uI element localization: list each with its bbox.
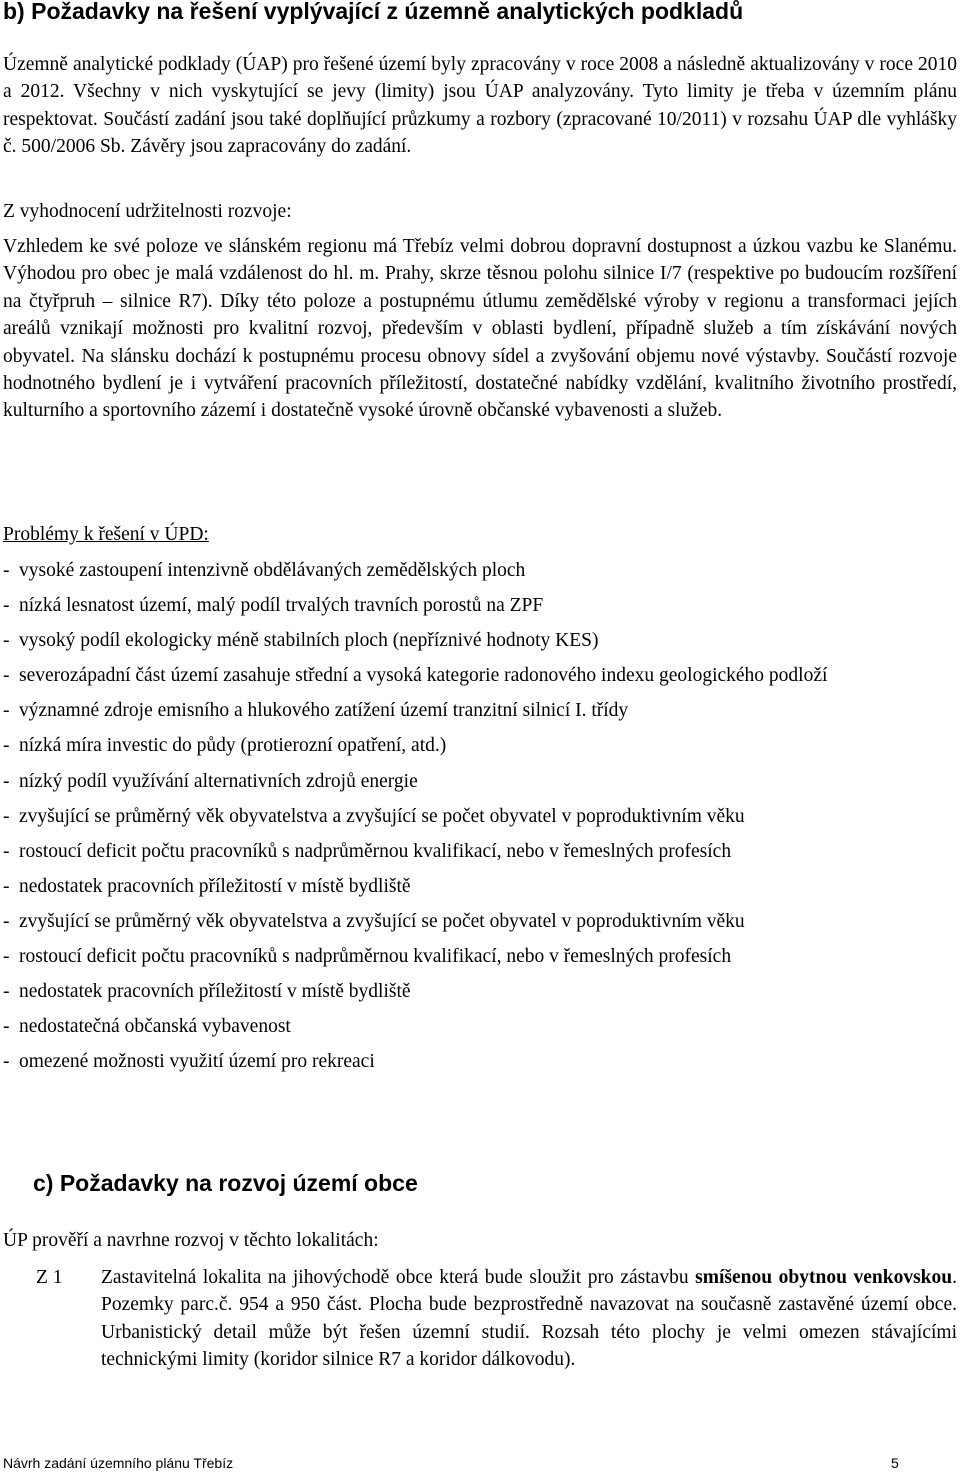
sustainability-label: Z vyhodnocení udržitelnosti rozvoje: [3, 201, 292, 222]
locality-text-after: . Pozemky parc.č. 954 a 950 část. Plocha bude bezprostředně navazovat na současně zastavěné území obce. Urbanistický detail může být řešen územní studií. Rozsah této plochy je velmi omezen stávajícími technickými limity (koridor silnice R7 a koridor dálkovodu). [101, 1267, 957, 1371]
problem-text: omezené možnosti využití území pro rekreaci [19, 1051, 375, 1073]
sustainability-text: Vzhledem ke své poloze ve slánském regionu má Třebíz velmi dobrou dopravní dostupnost a úzkou vazbu ke Slanému. Výhodou pro obec je malá vzdálenost do hl. m. Prahy, skrze těsnou polohu silnice I/7 (respektive po budoucím rozšíření na čtyřpruh – silnice R7). Díky této poloze a postupnému útlumu zemědělské výroby v regionu a transformaci jejích areálů vznikají možnosti pro kvalitní rozvoj, především v oblasti bydlení, případně služeb a tím získávání nových obyvatel. Na slánsku dochází k postupnému procesu obnovy sídel a zvyšování objemu nové výstavby. Součástí rozvoje hodnotného bydlení je i vytváření pracovních příležitostí, dostatečné nabídky vzdělání, kvalitního životního prostředí, kulturního a sportovního zázemí i dostatečně vysoké úrovně občanské vybavenosti a služeb. [3, 236, 957, 422]
locality-text-before: Zastavitelná lokalita na jihovýchodě obce která bude sloužit pro zástavbu [101, 1267, 696, 1288]
section-c-intro: ÚP prověří a navrhne rozvoj v těchto lokalitách: [3, 1230, 379, 1251]
problem-text: rostoucí deficit počtu pracovníků s nadprůměrnou kvalifikací, nebo v řemeslných profesích [19, 840, 732, 862]
problem-dash: - [3, 735, 10, 757]
problem-text: nedostatek pracovních příležitostí v místě bydliště [19, 875, 411, 897]
problem-dash: - [3, 805, 10, 827]
problem-text: nízká lesnatost území, malý podíl trvalých travních porostů na ZPF [19, 595, 544, 617]
problem-item [3, 697, 958, 724]
problems-list [3, 557, 958, 1083]
problem-item [3, 1048, 958, 1075]
problem-text: zvyšující se průměrný věk obyvatelstva a zvyšující se počet obyvatel v poproduktivním věku [19, 805, 745, 827]
problem-text: nedostatečná občanská vybavenost [19, 1016, 291, 1038]
problem-item [3, 592, 958, 619]
problem-dash: - [3, 1016, 10, 1038]
problem-item [3, 873, 958, 900]
problem-text: vysoký podíl ekologicky méně stabilních ploch (nepříznivé hodnoty KES) [19, 630, 599, 652]
problem-item [3, 978, 958, 1005]
problem-text: vysoké zastoupení intenzivně obdělávaných zemědělských ploch [19, 560, 526, 581]
problem-text: nízký podíl využívání alternativních zdrojů energie [19, 770, 418, 792]
locality-description [101, 1264, 957, 1374]
problem-dash: - [3, 770, 10, 792]
problem-text: významné zdroje emisního a hlukového zatížení území tranzitní silnicí I. třídy [19, 700, 629, 722]
section-b-intro: Územně analytické podklady (ÚAP) pro řešené území byly zpracovány v roce 2008 a následně aktualizovány v roce 2010 a 2012. Všechny v nich vyskytující se jevy (limity) jsou ÚAP analyzovány. Tyto limity je třeba v územním plánu respektovat. Součástí zadání jsou také doplňující průzkumy a rozbory (zpracované 10/2011) v rozsahu ÚAP dle vyhlášky č. 500/2006 Sb. Závěry jsou zapracovány do zadání. [3, 54, 957, 158]
problems-label: Problémy k řešení v ÚPD: [3, 524, 209, 545]
section-c-heading: c) Požadavky na rozvoj území obce [33, 1170, 418, 1196]
problem-text: nízká míra investic do půdy (protierozní opatření, atd.) [19, 735, 447, 757]
problem-text: zvyšující se průměrný věk obyvatelstva a zvyšující se počet obyvatel v poproduktivním věku [19, 910, 745, 932]
problem-item [3, 732, 958, 759]
locality-id: Z 1 [36, 1267, 63, 1288]
problem-item [3, 803, 958, 830]
footer-title: Návrh zadání územního plánu Třebíz [3, 1455, 234, 1471]
problem-item [3, 557, 958, 584]
problem-dash: - [3, 700, 10, 722]
footer-page-number: 5 [891, 1455, 899, 1471]
problem-dash: - [3, 665, 10, 687]
problem-dash: - [3, 560, 10, 581]
problem-dash: - [3, 595, 10, 617]
problem-item [3, 838, 958, 865]
problem-item [3, 768, 958, 795]
problem-text: severozápadní část území zasahuje střední a vysoká kategorie radonového indexu geologického podloží [19, 665, 828, 687]
problem-item [3, 627, 958, 654]
problem-dash: - [3, 910, 10, 932]
problem-dash: - [3, 630, 10, 652]
problem-dash: - [3, 1051, 10, 1073]
problem-item [3, 1013, 958, 1040]
problem-dash: - [3, 840, 10, 862]
problem-item [3, 662, 958, 689]
locality-text-bold: smíšenou obytnou venkovskou [695, 1267, 953, 1288]
problem-text: nedostatek pracovních příležitostí v místě bydliště [19, 981, 411, 1003]
problem-dash: - [3, 875, 10, 897]
problem-text: rostoucí deficit počtu pracovníků s nadprůměrnou kvalifikací, nebo v řemeslných profesích [19, 946, 732, 968]
problem-dash: - [3, 981, 10, 1003]
problem-item [3, 943, 958, 970]
problem-item [3, 908, 958, 935]
section-b-heading: b) Požadavky na řešení vyplývající z územně analytických podkladů [3, 0, 744, 24]
problem-dash: - [3, 946, 10, 968]
